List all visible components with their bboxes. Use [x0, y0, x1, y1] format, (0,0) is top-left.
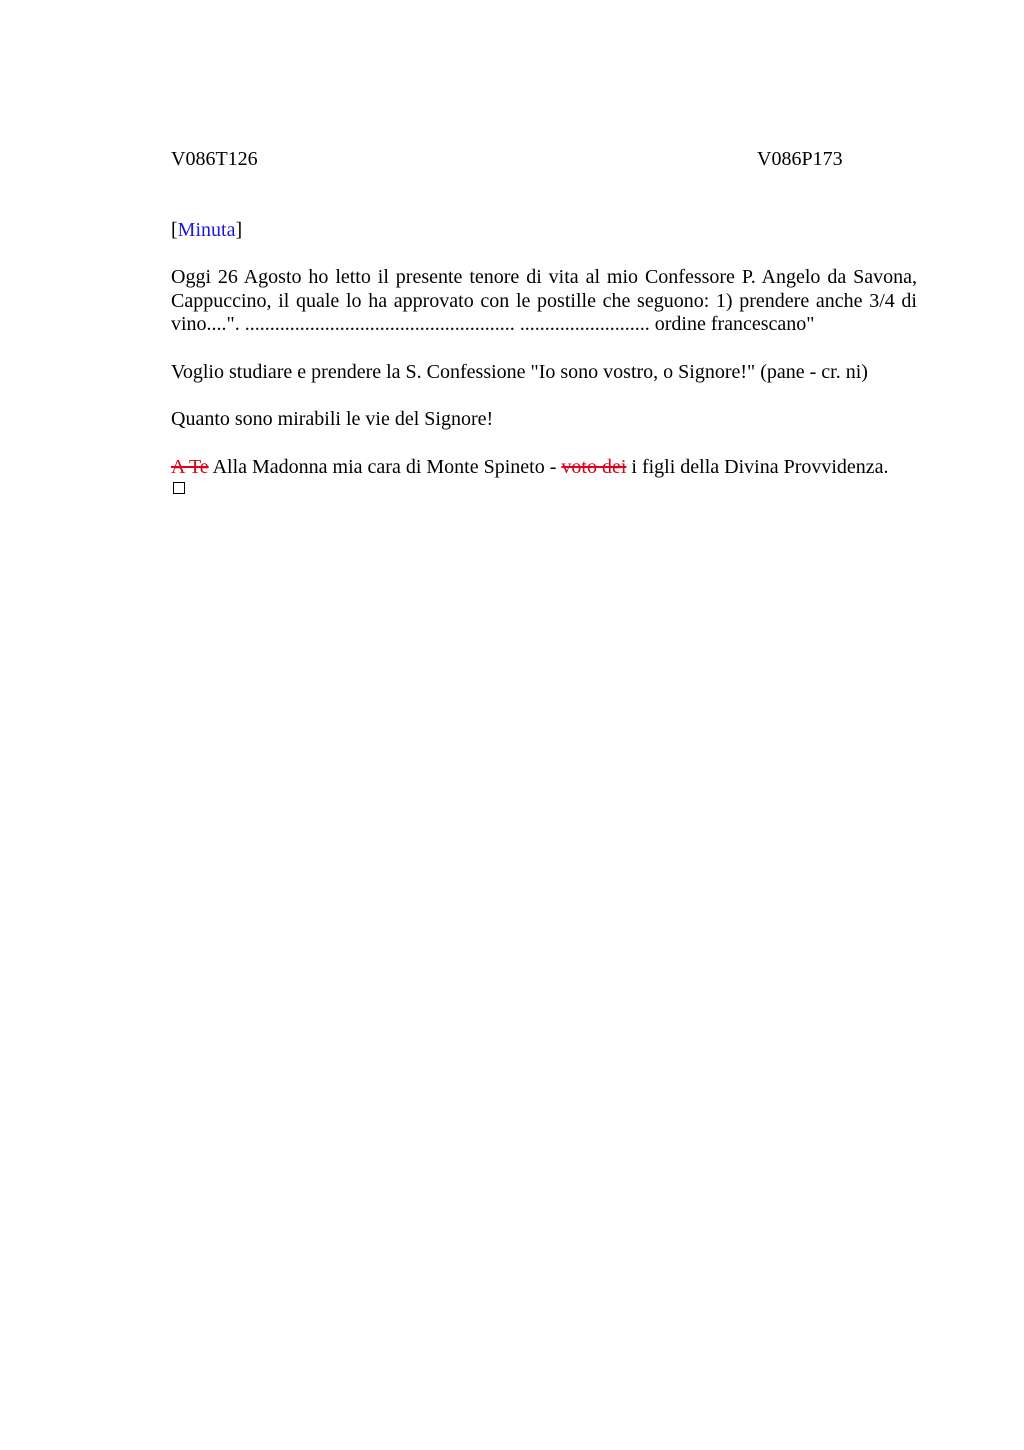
document-code-left: V086T126 — [171, 148, 258, 170]
paragraph-text: i figli della Divina Provvidenza. — [626, 456, 889, 478]
paragraph-study — [171, 361, 917, 385]
checkbox-square-icon — [173, 482, 185, 494]
paragraph-madonna — [171, 456, 917, 480]
paragraph-exclamation — [171, 408, 917, 432]
bracket-close: ] — [235, 219, 243, 241]
document-code-right: V086P173 — [757, 148, 843, 170]
paragraph-text: Alla Madonna mia cara di Monte Spineto - — [208, 456, 562, 478]
paragraph-line: vino....". ...................................................... .......................... ordine francescano" — [171, 313, 815, 335]
paragraph-line — [171, 456, 917, 480]
paragraph-confessor — [171, 266, 917, 337]
paragraph-line: Quanto sono mirabili le vie del Signore! — [171, 408, 494, 430]
struck-text: voto dei — [561, 456, 627, 478]
minuta-heading — [171, 217, 242, 243]
paragraph-line: Cappuccino, il quale lo ha approvato con le postille che seguono: 1) prendere anche 3/4 di — [171, 289, 917, 312]
document-header — [171, 146, 921, 172]
paragraph-line: Oggi 26 Agosto ho letto il presente tenore di vita al mio Confessore P. Angelo da Savona, — [171, 266, 917, 288]
paragraph-line: Voglio studiare e prendere la S. Confessione "Io sono vostro, o Signore!" (pane - cr. ni) — [171, 361, 868, 383]
minuta-link[interactable]: Minuta — [177, 219, 236, 241]
struck-text: A Te — [171, 456, 209, 478]
bracket-open: [ — [171, 219, 178, 241]
